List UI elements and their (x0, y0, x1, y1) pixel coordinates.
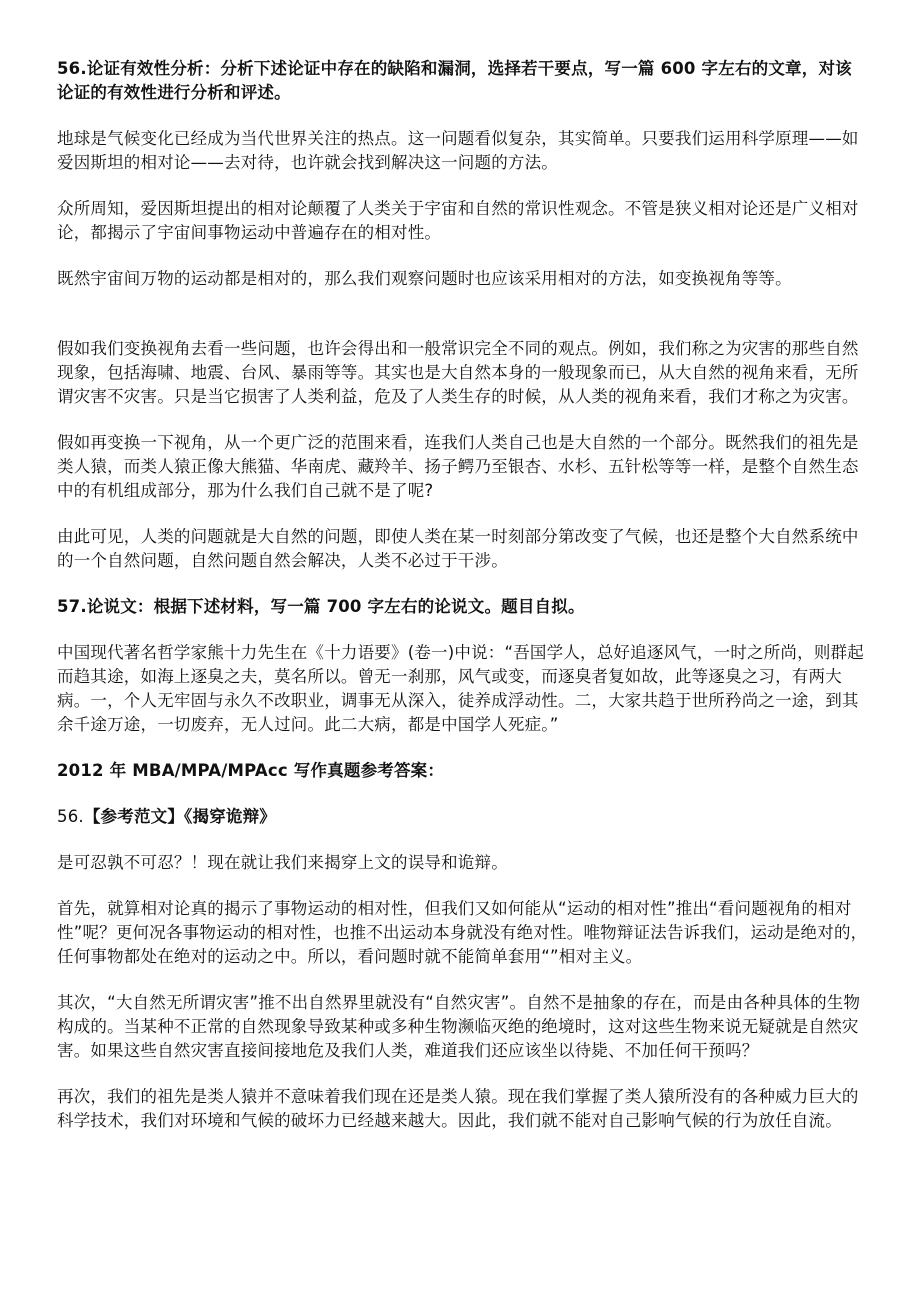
q56-paragraph-1: 地球是气候变化已经成为当代世界关注的热点。这一问题看似复杂，其实简单。只要我们运用科学原理——如爱因斯坦的相对论——去对待，也许就会找到解决这一问题的方法。 (57, 129, 859, 172)
question-56-heading: 56.论证有效性分析：分析下述论证中存在的缺陷和漏洞，选择若干要点，写一篇 600 字左右的文章，对该论证的有效性进行分析和评述。 (57, 59, 852, 102)
answer-56-title: 【参考范文】《揭穿诡辩》 (83, 807, 276, 826)
q56-paragraph-2: 众所周知，爱因斯坦提出的相对论颠覆了人类关于宇宙和自然的常识性观念。不管是狭义相对论还是广义相对论，都揭示了宇宙间事物运动中普遍存在的相对性。 (57, 199, 859, 242)
answer-paragraph-1: 是可忍孰不可忍？！现在就让我们来揭穿上文的误导和诡辩。 (57, 853, 508, 872)
answer-56-title-line (57, 805, 868, 829)
answer-56-number: 56. (57, 807, 84, 826)
answer-paragraph-2: 首先，就算相对论真的揭示了事物运动的相对性，但我们又如何能从“运动的相对性”推出“看问题视角的相对性”呢？更何况各事物运动的相对性，也推不出运动本身就没有绝对性。唯物辩证法告诉我们，运动是绝对的，任何事物都处在绝对的运动之中。所以，看问题时就不能简单套用“”相对主义。 (57, 899, 868, 966)
answers-heading: 2012 年 MBA/MPA/MPAcc 写作真题参考答案： (57, 761, 445, 780)
q56-paragraph-4: 假如我们变换视角去看一些问题，也许会得出和一般常识完全不同的观点。例如，我们称之为灾害的那些自然现象，包括海啸、地震、台风、暴雨等等。其实也是大自然本身的一般现象而已，从大自然的视角来看，无所谓灾害不灾害。只是当它损害了人类利益，危及了人类生存的时候，从人类的视角来看，我们才称之为灾害。 (57, 339, 859, 406)
answer-paragraph-3: 其次，“大自然无所谓灾害”推不出自然界里就没有“自然灾害”。自然不是抽象的存在，而是由各种具体的生物构成的。当某种不正常的自然现象导致某种或多种生物濒临灭绝的绝境时，这对这些生物来说无疑就是自然灾害。如果这些自然灾害直接间接地危及我们人类，难道我们还应该坐以待毙、不加任何干预吗？ (57, 993, 861, 1060)
question-57-heading: 57.论说文：根据下述材料，写一篇 700 字左右的论说文。题目自拟。 (57, 597, 585, 616)
q56-paragraph-3: 既然宇宙间万物的运动都是相对的，那么我们观察问题时也应该采用相对的方法，如变换视角等等。 (57, 269, 792, 288)
q56-paragraph-5: 假如再变换一下视角，从一个更广泛的范围来看，连我们人类自己也是大自然的一个部分。既然我们的祖先是类人猿，而类人猿正像大熊猫、华南虎、藏羚羊、扬子鳄乃至银杏、水杉、五针松等等一样，是整个自然生态中的有机组成部分，那为什么我们自己就不是了呢? (57, 433, 859, 500)
q56-paragraph-6: 由此可见，人类的问题就是大自然的问题，即使人类在某一时刻部分第改变了气候，也还是整个大自然系统中的一个自然问题，自然问题自然会解决，人类不必过于干涉。 (57, 527, 859, 570)
answer-paragraph-4: 再次，我们的祖先是类人猿并不意味着我们现在还是类人猿。现在我们掌握了类人猿所没有的各种威力巨大的科学技术，我们对环境和气候的破坏力已经越来越大。因此，我们就不能对自己影响气候的行为放任自流。 (57, 1087, 859, 1130)
q57-material: 中国现代著名哲学家熊十力先生在《十力语要》(卷一)中说：“吾国学人，总好追逐风气，一时之所尚，则群起而趋其途，如海上逐臭之夫，莫名所以。曾无一刹那，风气或变，而逐臭者复如故，此等逐臭之习，有两大病。一，个人无牢固与永久不改职业，调事无从深入，徒养成浮动性。二，大家共趋于世所矜尚之一途，到其余千途万途，一切废弃，无人过问。此二大病，都是中国学人死症。” (57, 643, 864, 734)
